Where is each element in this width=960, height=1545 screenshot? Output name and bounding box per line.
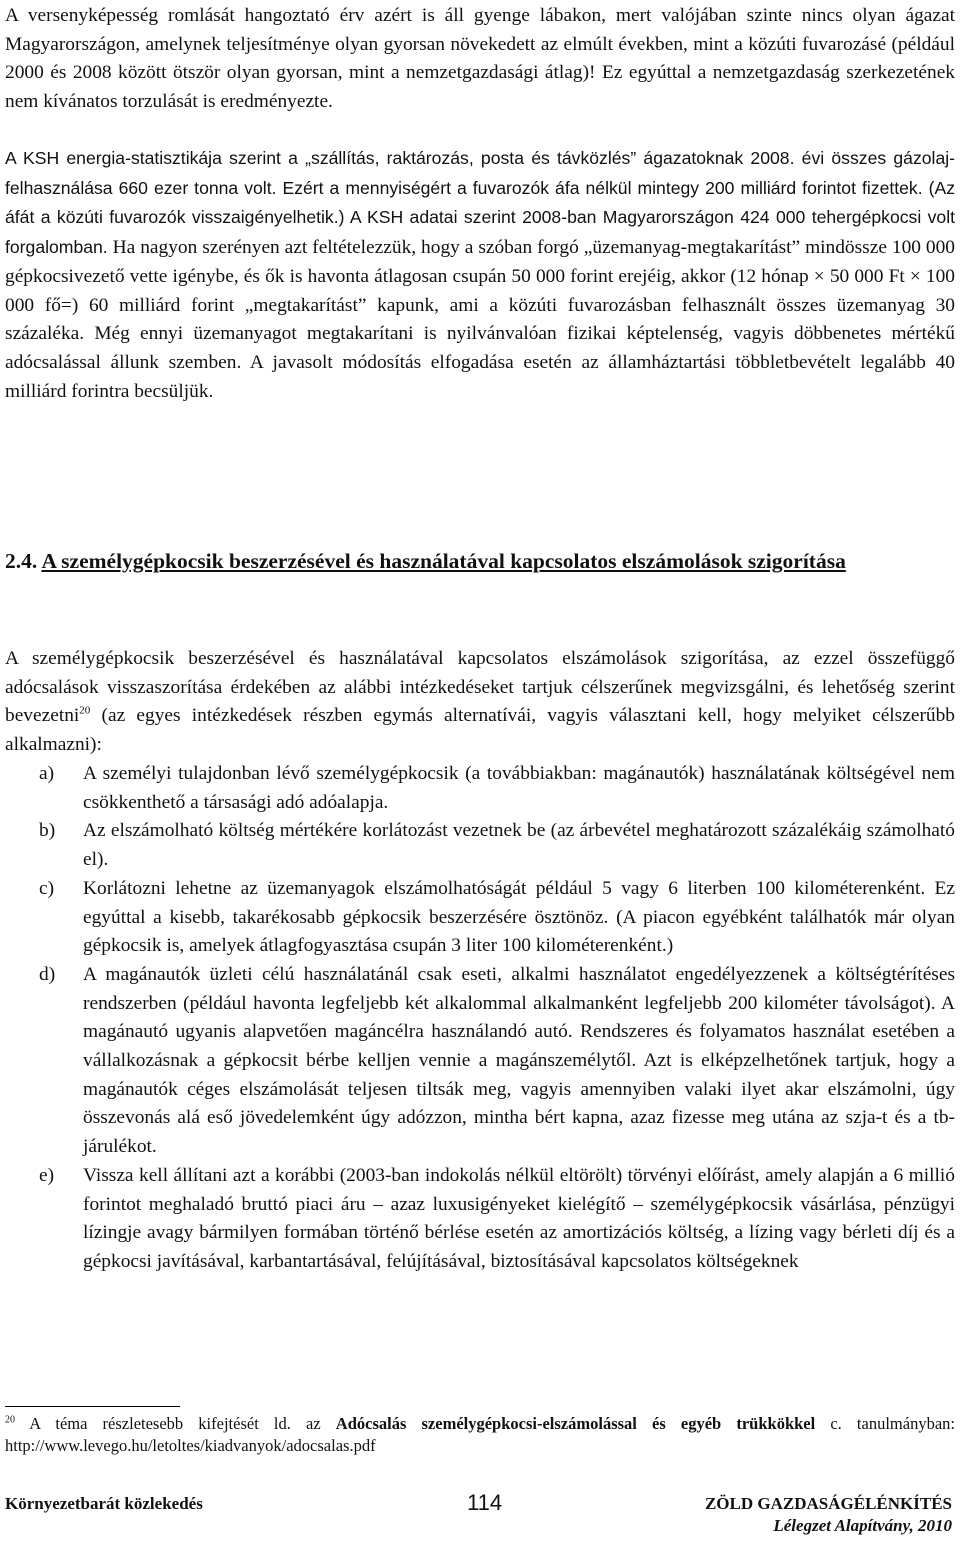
list-item-text: A magánautók üzleti célú használatánál csak eseti, alkalmi használatot engedélyezzenek a költségtérítéses rendszerben (például havonta legfeljebb két alkalommal alkalmanként legfeljebb 200 kilométer távolságot). A magánautó ugyanis alapvetően magáncélra használandó autó. Rendszeres és folyamatos használat esetében a vállalkozásnak a gépkocsit bérbe kelljen vennie a magánszemélytől. Azt is elképzelhetőnek tartjuk, hogy a magánautók céges elszámolását teljesen tiltsák meg, vagyis amennyiben valaki ilyet akar elszámolni, úgy összevonás alá eső jövedelemként úgy adózzon, mintha bért kapna, azaz fizesse meg utána az szja-t és a tb-járulékot. xyxy=(83,963,955,1158)
page-footer xyxy=(5,1488,955,1544)
page-number: 114 xyxy=(467,1490,503,1515)
list-item xyxy=(5,875,955,961)
section-title: A személygépkocsik beszerzésével és használatával kapcsolatos elszámolások szigorítása xyxy=(41,549,846,573)
footer-right-title: ZÖLD GAZDASÁGÉLÉNKÍTÉS xyxy=(704,1494,952,1513)
section-heading xyxy=(5,546,955,577)
footnote-reference[interactable]: 20 xyxy=(79,704,91,717)
list-item-marker: c) xyxy=(39,877,55,899)
footer-right-subtitle: Lélegzet Alapítvány, 2010 xyxy=(773,1516,952,1535)
paragraph-text: A versenyképesség romlását hangoztató érv azért is áll gyenge lábakon, mert valójában szinte nincs olyan ágazat Magyarországon, amelynek teljesítménye olyan gyorsan növekedett az elmúlt években, mint a közúti fuvarozásé (például 2000 és 2008 között ötször olyan gyorsan, mint a nemzetgazdasági átlag)! Ez egyúttal a nemzetgazdaság szerkezetének nem kívánatos torzulását is eredményezte. xyxy=(5,5,955,113)
footnote-divider xyxy=(5,1406,180,1407)
list-item-marker: a) xyxy=(39,763,55,784)
footnote-text-url[interactable]: c. tanulmányban: http://www.levego.hu/letoltes/kiadvanyok/adocsalas.pdf xyxy=(5,1414,955,1455)
list-item-marker: d) xyxy=(39,963,56,985)
paragraph-ksh-statistics xyxy=(5,144,955,406)
paragraph-text: A személygépkocsik beszerzésével és használatával kapcsolatos elszámolások szigorítása, az ezzel összefüggő adócsalások visszaszorítása érdekében az alábbi intézkedéseket tartjuk célszerűnek megvizsgálni, és lehetőség szerint bevezetni xyxy=(5,648,955,727)
section-number: 2.4. xyxy=(5,549,38,573)
footer-left-title: Környezetbarát közlekedés xyxy=(5,1494,203,1513)
paragraph-text: Ha nagyon szerényen azt feltételezzük, hogy a szóban forgó „üzemanyag-megtakarítást” mindössze 100 000 gépkocsivezető vette igénybe, és ők is havonta átlagosan csupán 50 000 forint erejéig, akkor (12 hónap × 50 000 Ft × 100 000 fő=) 60 milliárd forint „megtakarítást” kapunk, ami a közúti fuvarozásban felhasznált összes üzemanyag 30 százaléka. Még ennyi üzemanyagot megtakarítani is nyilvánvalóan fizikai képtelenség, vagyis döbbenetes mértékű adócsalással állunk szemben. A javasolt módosítás elfogadása esetén az államháztartási többletbevételt legalább 40 milliárd forintra becsüljük. xyxy=(5,237,955,402)
list-item xyxy=(5,817,955,874)
paragraph-competitiveness xyxy=(5,2,955,117)
list-item xyxy=(5,961,955,1162)
list-item xyxy=(5,1162,955,1277)
list-item-text: Korlátozni lehetne az üzemanyagok elszámolhatóságát például 5 vagy 6 literben 100 kilométerenként. Ez egyúttal a kisebb, takarékosabb gépkocsik beszerzésére ösztönöz. (A piacon egyébként találhatók már olyan gépkocsik is, amelyek átlagfogyasztása csupán 3 liter 100 kilométerenként.) xyxy=(83,877,955,957)
list-item-text: Vissza kell állítani azt a korábbi (2003-ban indokolás nélkül eltörölt) törvényi előírást, amely alapján a 6 millió forintot meghaladó bruttó piaci áru – azaz luxusigényeket kielégítő – személygépkocsik vásárlása, pénzügyi lízingje avagy bármilyen formában történő bérlése esetén az amortizációs költség, a lízing vagy bérleti díj és a gépkocsi javításával, karbantartásával, felújításával, biztosításával kapcsolatos költségeknek xyxy=(83,1164,955,1272)
list-item-marker: e) xyxy=(39,1164,55,1186)
footnote-number: 20 xyxy=(5,1414,15,1426)
footnote xyxy=(5,1413,955,1457)
paragraph-text: (az egyes intézkedések részben egymás alternatívái, vagyis választani kell, hogy melyiket célszerűbb alkalmazni): xyxy=(5,705,955,756)
list-item xyxy=(5,760,955,817)
paragraph-text-sans: A KSH energia-statisztikája szerint a „szállítás, raktározás, posta és távközlés” ágazatoknak 2008. évi összes gázolaj-felhasználása 660 ezer tonna volt. Ezért a mennyiségért a fuvarozók áfa nélkül mintegy 200 milliárd forintot fizettek. (Az áfát a közúti fuvarozók visszaigényelhetik.) A KSH adatai szerint 2008-ban Magyarországon 424 000 tehergépkocsi volt forgalomban. xyxy=(5,148,955,258)
paragraph-intro xyxy=(5,645,955,760)
list-item-text: A személyi tulajdonban lévő személygépkocsik (a továbbiakban: magánautók) használatának költségével nem csökkenthető a társasági adó adóalapja. xyxy=(83,763,955,813)
footnote-cited-title: Adócsalás személygépkocsi-elszámolással és egyéb trükkökkel xyxy=(335,1414,816,1433)
list-item-marker: b) xyxy=(39,820,56,842)
list-item-text: Az elszámolható költség mértékére korlátozást vezetnek be (az árbevétel meghatározott százalékáig számolható el). xyxy=(83,820,955,871)
measures-list xyxy=(5,760,955,1277)
footnote-text: A téma részletesebb kifejtését ld. az xyxy=(15,1414,336,1433)
